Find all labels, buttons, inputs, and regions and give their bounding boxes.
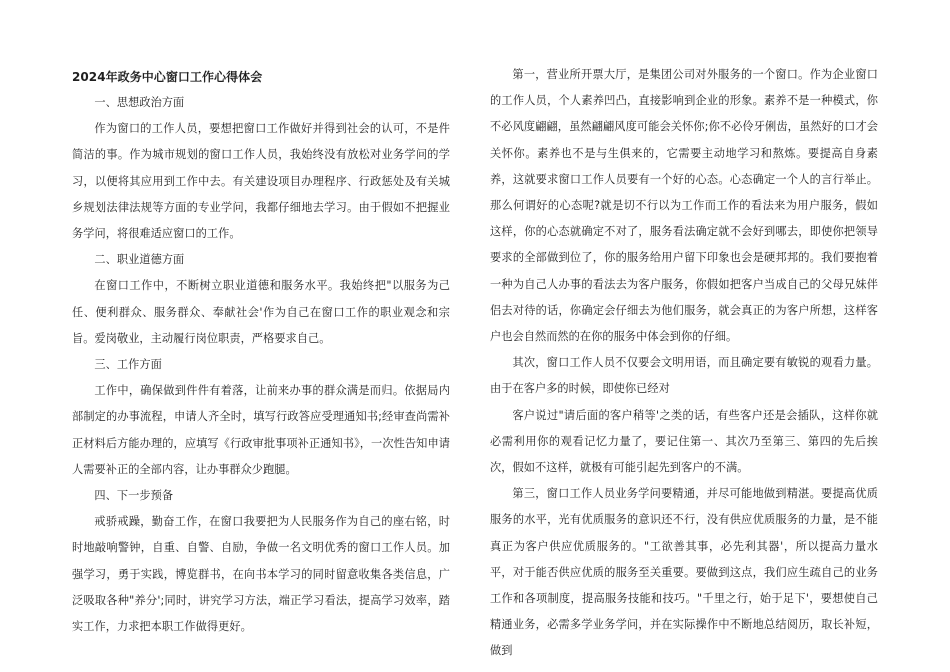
paragraph: 在窗口工作中，不断树立职业道德和服务水平。我始终把"以服务为己任、便利群众、服务群众、奉献社会'作为自己在窗口工作的职业观念和宗旨。爱岗敬业，主动履行岗位职责，严格要求自己。 <box>72 279 450 345</box>
section-heading: 一、思想政治方面 <box>94 96 185 109</box>
right-column <box>490 62 878 665</box>
paragraph: 戒骄戒躁，勤奋工作，在窗口我要把为人民服务作为自己的座右铭，时时地敲响警钟，自重、自警、自励，争做一名文明优秀的窗口工作人员。加强学习，勇于实践，博览群书，在向书本学习的同时留意收集各类信息，广泛吸取各种"养分';同时，讲究学习方法，端正学习看法，提高学习效率，踏实工作，力求把本职工作做得更好。 <box>72 515 450 634</box>
paragraph: 客户说过"请后面的客户稍等'之类的话，有些客户还是会插队，这样你就必需利用你的观看记忆力量了，要记住第一、其次乃至第三、第四的先后挨次，假如不这样，就极有可能引起先到客户的不满。 <box>490 408 878 475</box>
left-column <box>72 62 450 640</box>
paragraph: 第一，营业所开票大厅，是集团公司对外服务的一个窗口。作为企业窗口的工作人员，个人素养凹凸，直接影响到企业的形象。素养不是一种模式，你不必风度翩翩，虽然翩翩风度可能会关怀你;你不必伶牙俐齿，虽然好的口才会关怀你。素养也不是与生俱来的，它需要主动地学习和熬炼。要提高自身素养，这就要求窗口工作人员要有一个好的心态。心态确定一个人的言行举止。那么何谓好的心态呢?就是切不行以为工作而工作的看法来为用户服务，假如这样，你的心态就确定不对了，服务看法确定就不会好到哪去，即使你把领导要求的全部做到位了，你的服务给用户留下印象也会是硬邦邦的。我们要抱着一种为自己人办事的看法去为客户服务，你假如把客户当成自己的父母兄妹伴侣去对待的话，你确定会仔细去为他们服务，就会真正的为客户所想，这样客户也会自然而然的在你的服务中体会到你的仔细。 <box>490 68 878 344</box>
paragraph: 其次，窗口工作人员不仅要会文明用语，而且确定要有敏锐的观看力量。由于在客户多的时候，即使你已经对 <box>490 356 878 396</box>
section-heading: 三、工作方面 <box>94 358 162 372</box>
paragraph: 第三，窗口工作人员业务学问要精通，并尽可能地做到精湛。要提高优质服务的水平，光有优质服务的意识还不行，没有供应优质服务的力量，是不能真正为客户供应优质服务的。"工欲善其事，必先利其器'，所以提高力量水平，对于能否供应优质的服务至关重要。要做到这点，我们应生疏自己的业务工作和各项制度，提高服务技能和技巧。"千里之行，始于足下'，要想使自己精通业务，必需多学业务学问，并在实际操作中不断地总结阅历，取长补短，做到 <box>490 487 878 658</box>
document-title: 2024年政务中心窗口工作心得体会 <box>72 70 263 84</box>
paragraph: 工作中，确保做到件件有着落，让前来办事的群众满是而归。依据局内部制定的办事流程，申请人齐全时，填写行政答应受理通知书;经审查尚需补正材料后方能办理的，应填写《行政审批事项补正通知书》，一次性告知申请人需要补正的全部内容，让办事群众少跑腿。 <box>72 384 450 476</box>
section-heading: 二、职业道德方面 <box>94 253 185 267</box>
section-heading: 四、下一步预备 <box>94 489 174 503</box>
paragraph: 作为窗口的工作人员，要想把窗口工作做好并得到社会的认可，不是件简洁的事。作为城市规划的窗口工作人员，我始终没有放松对业务学问的学习，以便将其应用到工作中去。有关建设项目办理程序、行政惩处及有关城乡规划法律法规等方面的专业学问，我都仔细地去学习。由于假如不把握业务学问，将很难适应窗口的工作。 <box>72 122 450 241</box>
